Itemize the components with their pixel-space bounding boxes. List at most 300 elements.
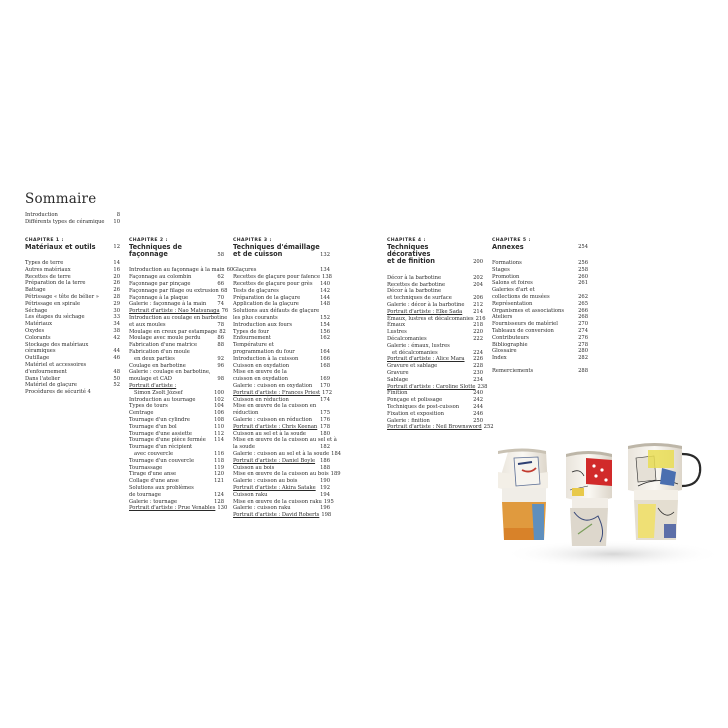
entry-title: Sablage: [387, 376, 409, 383]
toc-entry[interactable]: [387, 370, 483, 377]
entry-page: 102: [214, 396, 224, 403]
entry-title: Coulage en barbotine: [129, 362, 186, 369]
entry-title: Techniques de post-cuisson: [387, 403, 460, 410]
entry-title: Tournage d'un bol: [129, 423, 177, 430]
entry-title: Tournage d'une pièce fermée: [129, 437, 206, 444]
entry-page: 192: [320, 484, 330, 491]
toc-entry[interactable]: [492, 274, 588, 281]
toc-entry[interactable]: [129, 301, 224, 308]
toc-entry[interactable]: [25, 362, 120, 369]
toc-entry[interactable]: [492, 280, 588, 287]
toc-entry[interactable]: [129, 342, 224, 349]
entry-title: Colorants: [25, 334, 51, 341]
entry-page: 66: [217, 281, 224, 287]
entry-title: Gravure: [387, 369, 409, 376]
toc-entry[interactable]: [129, 505, 228, 512]
toc-entry[interactable]: [233, 369, 330, 376]
entry-page: 186: [320, 457, 330, 464]
toc-entry[interactable]: [129, 335, 224, 342]
toc-entry[interactable]: [25, 301, 120, 308]
toc-entry[interactable]: [492, 301, 588, 308]
toc-entry[interactable]: [129, 267, 234, 274]
chapter-2-column: [129, 238, 234, 512]
entry-page: 246: [473, 410, 483, 417]
entry-page: 154: [320, 321, 330, 328]
toc-entry[interactable]: [492, 355, 588, 362]
toc-entry[interactable]: [387, 322, 483, 329]
entry-page: 106: [214, 410, 224, 417]
chapter-label: CHAPITRE 5 :: [492, 238, 531, 243]
entry-page: 28: [113, 293, 120, 300]
chapter-heading[interactable]: [492, 238, 588, 251]
toc-entry[interactable]: [492, 368, 588, 375]
entry-title: Battage: [25, 287, 46, 294]
toc-entry[interactable]: [233, 410, 330, 417]
toc-entry[interactable]: [492, 308, 588, 315]
toc-entry[interactable]: [25, 328, 120, 335]
entry-page: 86: [217, 335, 224, 342]
entry-page: 118: [214, 457, 224, 464]
toc-entry[interactable]: [129, 410, 224, 417]
toc-entry[interactable]: [129, 458, 224, 465]
toc-entry[interactable]: [25, 355, 120, 362]
entry-page: 184: [331, 450, 342, 457]
entry-page: 152: [320, 314, 330, 321]
chapter-4-column: [387, 238, 494, 431]
chapter-title: et de cuisson: [233, 250, 283, 258]
toc-entry[interactable]: [233, 356, 330, 363]
toc-entry[interactable]: [387, 404, 483, 411]
entry-title: Glaçures: [233, 267, 257, 274]
toc-entry[interactable]: [233, 349, 330, 356]
toc-entry[interactable]: [129, 451, 224, 458]
entry-title: Préparation de la terre: [25, 280, 86, 287]
toc-entry[interactable]: [387, 350, 483, 357]
toc-entry[interactable]: [233, 505, 330, 512]
entry-page: 50: [113, 375, 120, 382]
entry-title: Mise en œuvre de la cuisson en: [233, 403, 317, 410]
toc-entry[interactable]: [233, 424, 330, 431]
toc-entry[interactable]: [492, 348, 588, 355]
entry-page: 250: [473, 417, 483, 424]
entry-title: Cuisson en oxydation: [233, 362, 290, 369]
entry-title: Galerie : façonnage à la main: [129, 301, 207, 308]
toc-entry[interactable]: [387, 363, 483, 370]
toc-entry[interactable]: [492, 342, 588, 349]
toc-entry[interactable]: [129, 465, 224, 472]
intro-list: [25, 212, 120, 226]
chapter-1-column: [25, 238, 120, 396]
entry-page: 198: [321, 512, 332, 519]
chapter-heading[interactable]: [25, 238, 120, 251]
entry-title: Mise en œuvre de la: [233, 369, 287, 376]
entry-page: [118, 389, 120, 396]
entry-title: programmation du four: [233, 348, 295, 355]
toc-entry[interactable]: [25, 335, 120, 342]
entry-title: Ateliers: [492, 314, 513, 321]
entry-title: Fixation et exposition: [387, 410, 444, 417]
entry-title: Centrage: [129, 410, 154, 417]
entry-title: Introduction aux fours: [233, 321, 293, 328]
entry-page: 142: [320, 287, 330, 294]
toc-entry[interactable]: [233, 376, 330, 383]
toc-entry[interactable]: [387, 295, 483, 302]
toc-entry[interactable]: [387, 377, 483, 384]
entry-page: 180: [320, 430, 330, 437]
toc-entry[interactable]: [233, 329, 330, 336]
entry-title: Portrait d'artiste : David Roberts: [233, 512, 320, 519]
entry-title: Décor à la barbotine: [387, 288, 442, 295]
chapter-label: CHAPITRE 2 :: [129, 238, 168, 243]
entry-title: Salons et foires: [492, 280, 533, 287]
toc-entry[interactable]: [387, 411, 483, 418]
toc-entry[interactable]: [233, 315, 330, 322]
entry-page: 204: [473, 281, 483, 288]
entry-page: 214: [473, 308, 483, 315]
entry-page: 104: [214, 403, 224, 410]
entry-page: 8: [116, 212, 120, 218]
entry-page: 216: [475, 315, 486, 322]
toc-entry[interactable]: [129, 308, 229, 315]
entry-title: Dans l'atelier: [25, 375, 61, 382]
entry-page: 92: [217, 355, 224, 362]
entry-title: Glossaire: [492, 348, 517, 355]
chapter-heading[interactable]: [387, 238, 483, 266]
entry-page: 188: [320, 464, 330, 471]
entry-page: 110: [214, 423, 224, 430]
entry-title: Tournage d'un couvercle: [129, 457, 195, 464]
toc-entry[interactable]: [25, 348, 120, 355]
entry-title: Portrait d'artiste : Akira Satake: [233, 484, 316, 491]
entry-page: 120: [214, 471, 224, 478]
toc-entry[interactable]: [233, 363, 330, 370]
chapter-heading[interactable]: [233, 238, 330, 258]
entry-title: Façonnage à la plaque: [129, 294, 189, 301]
entry-title: Stages: [492, 266, 510, 273]
toc-entry[interactable]: [25, 287, 120, 294]
entry-page: 182: [320, 444, 330, 451]
chapter-page: 132: [320, 251, 330, 258]
entry-title: Formations: [492, 260, 522, 266]
entry-page: [222, 444, 224, 451]
entry-page: [328, 308, 330, 315]
entry-title: céramiques: [25, 348, 56, 355]
toc-entry[interactable]: [233, 342, 330, 349]
entry-page: 166: [320, 355, 330, 362]
chapter-title: Techniques de façonnage: [129, 242, 182, 258]
entry-page: 222: [473, 335, 483, 342]
toc-entry[interactable]: [387, 288, 483, 295]
entry-page: 220: [473, 329, 483, 336]
entry-title: Index: [492, 355, 507, 362]
toc-entry[interactable]: [387, 302, 483, 309]
entry-page: [328, 403, 330, 410]
toc-entry[interactable]: [233, 471, 341, 478]
entry-page: 206: [473, 295, 483, 302]
entry-page: 175: [320, 410, 330, 417]
entry-title: Ponçage et polissage: [387, 397, 443, 404]
entry-page: 194: [320, 491, 330, 498]
toc-entry[interactable]: [129, 478, 224, 485]
entry-page: 119: [214, 464, 224, 471]
entry-title: Tournage d'un récipient: [129, 444, 193, 451]
chapter-title: Matériaux et outils: [25, 242, 96, 251]
chapter-title: Techniques décoratives: [387, 242, 431, 258]
entry-title: Procédures de sécurité 4: [25, 389, 91, 396]
entry-page: 114: [214, 437, 224, 444]
entry-page: 38: [113, 327, 120, 334]
toc-entry[interactable]: [233, 322, 330, 329]
entry-page: 244: [473, 403, 483, 410]
entry-page: 230: [473, 369, 483, 376]
toc-entry[interactable]: [492, 267, 588, 274]
toc-entry[interactable]: [129, 369, 224, 376]
entry-title: Préparation de la glaçure: [233, 294, 301, 301]
entry-page: 144: [320, 294, 330, 301]
entry-page: 96: [217, 362, 224, 369]
entry-title: et décalcomanies: [392, 349, 438, 356]
toc-entry[interactable]: [129, 329, 224, 336]
entry-page: 280: [578, 348, 588, 355]
entry-title: Galerie : émaux, lustres: [387, 342, 450, 349]
toc-entry[interactable]: [233, 281, 330, 288]
toc-entry[interactable]: [233, 383, 330, 390]
toc-entry[interactable]: [233, 450, 342, 458]
chapter-title: Annexes: [492, 242, 524, 251]
entry-title: Matériaux: [25, 321, 53, 328]
entry-page: 196: [320, 505, 330, 512]
entry-title: Moulage avec moule perdu: [129, 335, 201, 342]
toc-entry[interactable]: [492, 294, 588, 301]
toc-entry[interactable]: [129, 376, 224, 383]
entry-title: Introduction au tournage: [129, 396, 196, 403]
entry-title: Recettes de glaçure pour grès: [233, 281, 313, 287]
toc-entry[interactable]: [233, 478, 330, 485]
toc-entry[interactable]: [25, 389, 120, 396]
entry-title: Galerie : cuisson en oxydation: [233, 382, 313, 389]
toc-entry[interactable]: [387, 397, 483, 404]
toc-entry[interactable]: [233, 512, 330, 519]
toc-entry[interactable]: [129, 314, 228, 322]
toc-entry[interactable]: [129, 383, 224, 390]
chapter-5-column: [492, 238, 588, 375]
toc-entry[interactable]: [25, 294, 120, 301]
entry-page: 262: [578, 293, 588, 300]
entry-page: [586, 287, 588, 294]
toc-entry[interactable]: [233, 389, 333, 397]
toc-entry[interactable]: [233, 417, 330, 424]
entry-title: Matériel et accessoires: [25, 361, 87, 368]
entry-page: 121: [214, 478, 224, 485]
entry-title: Galerie : cuisson au bois: [233, 478, 298, 485]
entry-title: Façonnage au colombin: [129, 274, 192, 281]
entry-page: 16: [113, 266, 120, 273]
chapter-heading[interactable]: [129, 238, 224, 258]
toc-entry[interactable]: [129, 485, 224, 492]
entry-title: Galerie : cuisson au sel et à la soude: [233, 450, 330, 457]
entry-page: 278: [578, 341, 588, 348]
entry-title: Stockage des matériaux: [25, 341, 89, 348]
entry-title: Galeries d'art et: [492, 287, 535, 294]
toc-entry[interactable]: [387, 275, 483, 282]
toc-entry[interactable]: [25, 267, 120, 274]
toc-entry[interactable]: [129, 274, 224, 281]
entry-page: 252: [483, 424, 494, 431]
toc-entry[interactable]: [233, 492, 330, 499]
entry-page: [118, 342, 120, 349]
toc-entry[interactable]: [387, 390, 483, 397]
page-title: Sommaire: [25, 191, 97, 208]
entry-title: Fabrication d'une matrice: [129, 342, 198, 349]
entry-title: Façonnage par filage ou extrusion: [129, 287, 219, 294]
entry-page: 100: [214, 389, 224, 396]
entry-title: Promotion: [492, 273, 520, 280]
toc-entry[interactable]: [387, 418, 483, 425]
entry-page: 148: [320, 301, 330, 308]
entry-page: 26: [113, 280, 120, 287]
entry-page: [222, 383, 224, 390]
entry-page: 33: [113, 314, 120, 321]
entry-page: [328, 369, 330, 376]
entry-title: Cuisson raku: [233, 491, 268, 498]
entry-title: Portrait d'artiste : Neil Brownsword: [387, 424, 482, 431]
toc-entry[interactable]: [233, 444, 330, 451]
entry-page: 260: [578, 273, 588, 280]
toc-entry[interactable]: [25, 280, 120, 287]
toc-entry[interactable]: [492, 328, 588, 335]
entry-page: 70: [217, 294, 224, 301]
toc-entry[interactable]: [387, 309, 483, 316]
toc-entry[interactable]: [233, 274, 330, 281]
entry-page: 124: [214, 491, 224, 498]
entry-title: Mise en œuvre de la cuisson au sel et à: [233, 437, 337, 444]
entry-title: Pétrissage en spirale: [25, 300, 81, 307]
toc-entry[interactable]: [387, 329, 483, 336]
toc-entry[interactable]: [129, 424, 224, 431]
entry-title: Galerie : cuisson raku: [233, 505, 291, 512]
toc-entry[interactable]: [129, 363, 224, 370]
toc-entry[interactable]: [492, 287, 588, 294]
toc-entry[interactable]: [233, 458, 330, 465]
entry-title: Décalcomanies: [387, 335, 427, 342]
entry-title: Introduction au coulage en barbotine: [129, 314, 228, 321]
toc-entry[interactable]: [129, 403, 224, 410]
list-item[interactable]: [25, 212, 120, 219]
chapter-page: 12: [113, 244, 120, 251]
toc-entry[interactable]: [233, 267, 330, 274]
entry-page: [118, 362, 120, 369]
entry-page: 240: [473, 390, 483, 397]
toc-entry[interactable]: [387, 356, 483, 363]
entry-page: 140: [320, 281, 330, 287]
toc-entry[interactable]: [129, 281, 224, 288]
entry-page: 30: [113, 307, 120, 314]
toc-entry[interactable]: [129, 349, 224, 356]
entry-title: Tirage d'une anse: [129, 471, 177, 478]
entry-title: Galerie : cuisson en réduction: [233, 416, 312, 423]
entry-page: 202: [473, 274, 483, 281]
entry-title: Recettes de glaçure pour faïence: [233, 274, 321, 281]
entry-title: Recettes de barbotine: [387, 281, 446, 288]
entry-title: Gravure et sablage: [387, 363, 438, 370]
entry-title: Lustres: [387, 329, 407, 336]
entry-title: Tableaux de conversion: [492, 327, 554, 334]
entry-title: Solutions aux problèmes: [129, 484, 194, 491]
toc-entry[interactable]: [233, 498, 334, 506]
entry-title: de tournage: [129, 491, 161, 498]
toc-entry[interactable]: [233, 397, 330, 404]
entry-page: 46: [113, 355, 120, 362]
toc-entry[interactable]: [129, 492, 224, 499]
entry-page: 176: [320, 416, 330, 423]
entry-page: 282: [578, 355, 588, 362]
entry-title: cuisson en oxydation: [233, 376, 289, 383]
list-item[interactable]: [25, 219, 120, 226]
entry-title: Décor à la barbotine: [387, 274, 442, 281]
entry-page: 266: [578, 307, 588, 314]
toc-entry[interactable]: [233, 308, 330, 315]
entry-page: 190: [320, 478, 330, 485]
toc-entry[interactable]: [233, 288, 330, 295]
toc-entry[interactable]: [233, 485, 330, 492]
toc-entry[interactable]: [129, 322, 224, 329]
toc-entry[interactable]: [387, 343, 483, 350]
toc-entry[interactable]: [492, 335, 588, 342]
toc-entry[interactable]: [129, 417, 224, 424]
entry-title: Moulage en creux par estampage: [129, 328, 218, 335]
chapter-label: CHAPITRE 3 :: [233, 238, 272, 243]
entry-title: avec couvercle: [134, 450, 174, 457]
entry-title: Types de tours: [129, 403, 168, 410]
entry-title: Cuisson en réduction: [233, 396, 289, 403]
chapter-title: et de finition: [387, 257, 435, 266]
toc-entry[interactable]: [129, 499, 224, 506]
entry-title: Portrait d'artiste : Chris Keenan: [233, 423, 318, 430]
entry-page: 288: [578, 367, 588, 374]
toc-entry[interactable]: [387, 424, 494, 431]
toc-entry[interactable]: [129, 444, 224, 451]
entry-title: les plus courants: [233, 314, 278, 321]
toc-entry[interactable]: [129, 356, 224, 363]
toc-entry[interactable]: [25, 369, 120, 376]
entry-title: Émaux, lustres et décalcomanies: [387, 315, 474, 322]
toc-entry[interactable]: [129, 287, 228, 295]
toc-entry[interactable]: [387, 336, 483, 343]
toc-entry[interactable]: [129, 397, 224, 404]
toc-entry[interactable]: [492, 260, 588, 267]
toc-entry[interactable]: [233, 465, 330, 472]
toc-entry[interactable]: [233, 437, 337, 444]
toc-entry[interactable]: [129, 471, 224, 478]
entry-title: Séchage: [25, 307, 48, 314]
entry-page: 130: [217, 505, 228, 512]
toc-entry[interactable]: [129, 390, 224, 397]
entry-page: 218: [473, 322, 483, 329]
toc-entry[interactable]: [233, 295, 330, 302]
entry-page: 82: [219, 328, 226, 335]
entry-page: 128: [214, 498, 224, 505]
entry-title: Application de la glaçure: [233, 301, 299, 308]
toc-entry[interactable]: [25, 260, 120, 267]
toc-entry[interactable]: [492, 321, 588, 328]
entry-title: Solutions aux défauts de glaçure: [233, 308, 320, 315]
entry-title: Cuisson au sel et à la soude: [233, 430, 306, 437]
toc-entry[interactable]: [387, 383, 488, 391]
entry-title: Introduction à la cuisson: [233, 355, 299, 362]
entry-title: et aux moules: [129, 321, 166, 328]
entry-title: Simon Zsolt József: [134, 389, 183, 396]
toc-entry[interactable]: [25, 321, 120, 328]
